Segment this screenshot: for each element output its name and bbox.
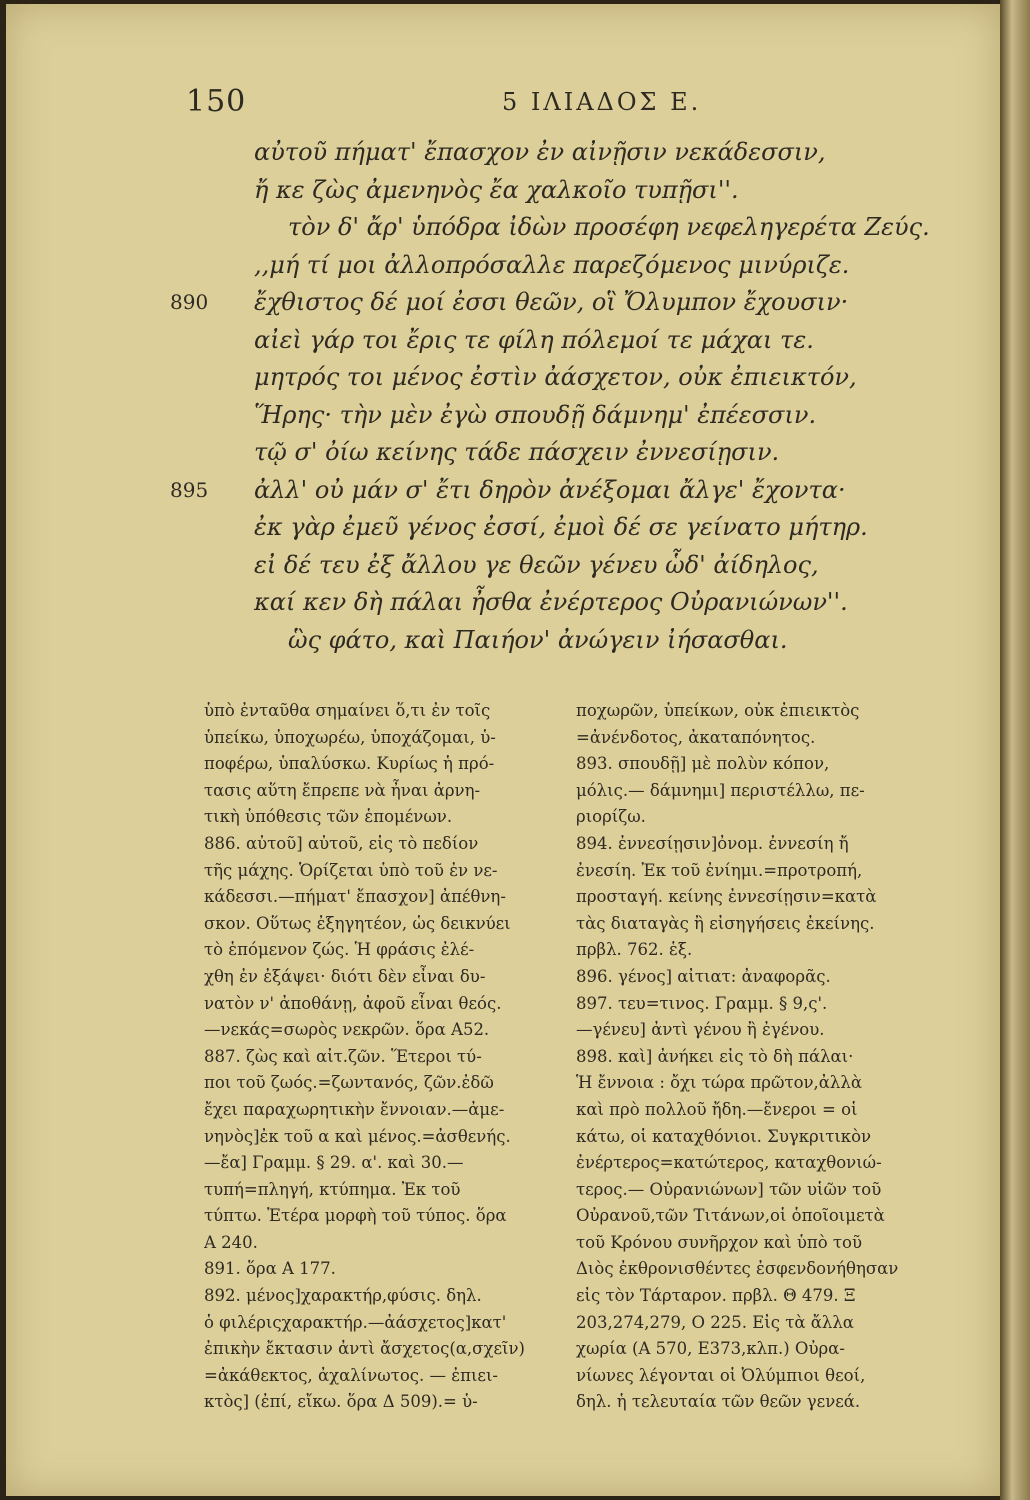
commentary-line: πρβλ. 762. ἑξ. (576, 940, 693, 960)
commentary-line: τυπή=πληγή, κτύπημα. Ἐκ τοῦ (204, 1179, 461, 1199)
verse-text: τὸν δ' ἄρ' ὑπόδρα ἰδὼν προσέφη νεφεληγερέτα Ζεύς. (288, 213, 930, 241)
commentary-line: Οὐρανοῦ,τῶν Τιτάνων,οἱ ὁποῖοιμετὰ (576, 1206, 885, 1226)
commentary-line: ἔχει παραχωρητικὴν ἔννοιαν.—ἀμε- (204, 1099, 505, 1119)
commentary-line: —ἔα] Γραμμ. § 29. α'. καὶ 30.— (204, 1153, 464, 1173)
commentary-line: κτὸς] (ἐπί, εἴκω. ὅρα Δ 509).= ὑ- (204, 1392, 478, 1412)
commentary-line: καὶ πρὸ πολλοῦ ἤδη.—ἔνεροι = οἱ (576, 1099, 858, 1119)
commentary-line: ποφέρω, ὑπαλύσκω. Κυρίως ἡ πρό- (204, 754, 495, 774)
verse-text: ἐκ γὰρ ἐμεῦ γένος ἐσσί, ἐμοὶ δέ σε γείνατο μήτηρ. (254, 513, 868, 541)
commentary-line: τὸ ἑπόμενον ζώς. Ἡ φράσις ἐλέ- (204, 940, 475, 960)
book-binding (1000, 0, 1030, 1500)
verse-text: Ἥρης· τὴν μὲν ἐγὼ σπουδῇ δάμνημ' ἐπέεσσιν. (254, 400, 817, 429)
verse-line (176, 359, 936, 397)
commentary-line: 896. γένος] αἰτιατ: ἀναφορᾶς. (576, 966, 831, 986)
page-number: 150 (186, 84, 247, 119)
commentary-line: Ἡ ἔννοια : ὄχι τώρα πρῶτον,ἀλλὰ (576, 1073, 862, 1093)
commentary-line: νίωνες λέγονται οἱ Ὀλύμπιοι θεοί, (576, 1365, 866, 1385)
commentary-line: εἰς τὸν Τάρταρον. πρβλ. Θ 479. Ξ (576, 1286, 856, 1306)
verse-block (170, 134, 936, 659)
verse-text: ἤ κε ζὼς ἀμενηνὸς ἔα χαλκοῖο τυπῇσι''. (254, 175, 739, 204)
running-title: 5 ΙΛΙΑΔΟΣ Ε. (502, 88, 702, 116)
verse-text: αὐτοῦ πήματ' ἔπασχον ἐν αἰνῇσιν νεκάδεσσιν, (254, 138, 826, 166)
line-number: 895 (170, 477, 209, 502)
commentary-line: χωρία (Α 570, Ε373,κλπ.) Οὐρα- (576, 1339, 845, 1359)
commentary-line: 898. καὶ] ἀνήκει εἰς τὸ δὴ πάλαι· (576, 1046, 854, 1066)
verse-line (176, 434, 936, 472)
commentary-line: τῆς μάχης. Ὁρίζεται ὑπὸ τοῦ ἐν νε- (204, 860, 498, 880)
commentary-line: ἐνεσίη. Ἐκ τοῦ ἐνίημι.=προτροπή, (576, 860, 863, 880)
commentary-line: 203,274,279, Ο 225. Εἰς τὰ ἄλλα (576, 1312, 854, 1332)
verse-line (176, 547, 936, 585)
commentary-line: ἐπικὴν ἔκτασιν ἀντὶ ἄσχετος(α,σχεῖν) (204, 1339, 525, 1359)
verse-text: μητρός τοι μένος ἐστὶν ἀάσχετον, οὐκ ἐπιεικτόν, (254, 363, 857, 391)
commentary-line: τοῦ Κρόνου συνῆρχον καὶ ὑπὸ τοῦ (576, 1232, 862, 1252)
commentary-line: ὁ φιλέριςχαρακτήρ.—ἀάσχετος]κατ' (204, 1312, 507, 1332)
commentary-line: νατὸν ν' ἀποθάνῃ, ἀφοῦ εἶναι θεός. (204, 993, 502, 1013)
commentary-line: =ἀνένδοτος, ἀκαταπόνητος. (576, 727, 816, 747)
verse-line (176, 509, 936, 547)
commentary-line: τύπτω. Ἑτέρα μορφὴ τοῦ τύπος. ὅρα (204, 1206, 507, 1226)
commentary-line: χθη ἐν ἐξάψει· διότι δὲν εἶναι δυ- (204, 966, 486, 986)
commentary-line: τὰς διαταγὰς ἢ εἰσηγήσεις ἐκείνης. (576, 913, 875, 933)
commentary-line: ποι τοῦ ζωός.=ζωντανός, ζῶν.ἐδῶ (204, 1073, 494, 1093)
commentary-line: τερος.— Οὐρανιώνων] τῶν υἱῶν τοῦ (576, 1179, 882, 1199)
verse-line (176, 172, 936, 210)
commentary-line: τικὴ ὑπόθεσις τῶν ἑπομένων. (204, 807, 453, 827)
commentary-line: Διὸς ἐκθρονισθέντες ἐσφενδονήθησαν (576, 1259, 899, 1279)
commentary-line: —νεκάς=σωρὸς νεκρῶν. ὅρα Α52. (204, 1020, 490, 1040)
verse-line (176, 209, 936, 247)
verse-line (176, 397, 936, 435)
line-number: 890 (170, 290, 209, 314)
verse-text: ,,μή τί μοι ἀλλοπρόσαλλε παρεζόμενος μινύριζε. (254, 250, 850, 279)
commentary-line: ὑπείκω, ὑποχωρέω, ὑποχάζομαι, ὑ- (204, 727, 496, 747)
commentary-line: ριορίζω. (576, 807, 646, 827)
verse-line (176, 584, 936, 622)
commentary-line: —γένευ] ἀντὶ γένου ἢ ἐγένου. (576, 1020, 825, 1040)
commentary-line: νηνὸς]ἐκ τοῦ α καὶ μένος.=ἀσθενής. (204, 1126, 511, 1146)
verse-line (176, 134, 936, 172)
commentary-line: προσταγή. κείνης ἐννεσίῃσιν=κατὰ (576, 887, 877, 907)
verse-line (170, 284, 936, 322)
verse-text: ἔχθιστος δέ μοί ἐσσι θεῶν, οἳ Ὄλυμπον ἔχουσιν· (254, 288, 849, 316)
verse-text: καί κεν δὴ πάλαι ἦσθα ἐνέρτερος Οὐρανιώνων''. (254, 588, 848, 616)
verse-text: τῷ σ' ὀίω κείνης τάδε πάσχειν ἐννεσίῃσιν. (254, 438, 780, 466)
commentary-line: 886. αὐτοῦ] αὐτοῦ, εἰς τὸ πεδίον (204, 833, 479, 853)
verse-text: εἰ δέ τευ ἐξ ἄλλου γε θεῶν γένευ ὧδ' ἀίδηλος, (254, 550, 819, 579)
commentary-line: δηλ. ἡ τελευταία τῶν θεῶν γενεά. (576, 1392, 861, 1412)
commentary-line: 887. ζὼς καὶ αἰτ.ζῶν. Ἕτεροι τύ- (204, 1046, 482, 1066)
commentary-line: σκον. Οὕτως ἐξηγητέον, ὡς δεικνύει (204, 913, 511, 933)
verse-line (176, 622, 936, 660)
commentary-line: ποχωρῶν, ὑπείκων, οὐκ ἐπιεικτὸς (576, 701, 860, 720)
commentary-line: τασις αὕτη ἔπρεπε νὰ ἦναι ἀρνη- (204, 780, 481, 800)
verse-line (176, 322, 936, 360)
page-header (6, 84, 1000, 124)
commentary-line: ὑπὸ ἐνταῦθα σημαίνει ὅ,τι ἐν τοῖς (204, 701, 491, 720)
commentary-line: κάτω, οἱ καταχθόνιοι. Συγκριτικὸν (576, 1126, 872, 1146)
commentary-line: 893. σπουδῇ] μὲ πολὺν κόπον, (576, 754, 830, 774)
verse-text: ἀλλ' οὐ μάν σ' ἔτι δηρὸν ἀνέξομαι ἄλγε' ἔχοντα· (254, 475, 846, 504)
commentary-line: μόλις.— δάμνημι] περιστέλλω, πε- (576, 780, 865, 800)
book-page (6, 4, 1000, 1496)
commentary-line: 897. τευ=τινος. Γραμμ. § 9,ς'. (576, 993, 828, 1013)
commentary-line: 892. μένος]χαρακτήρ,φύσις. δηλ. (204, 1286, 482, 1306)
verse-text: αἰεὶ γάρ τοι ἔρις τε φίλη πόλεμοί τε μάχαι τε. (254, 325, 814, 354)
verse-text: ὣς φάτο, καὶ Παιήον' ἀνώγειν ἰήσασθαι. (288, 625, 788, 654)
verse-line (176, 247, 936, 285)
commentary-line: 894. ἐννεσίῃσιν]ὀνομ. ἐννεσίη ἤ (576, 833, 849, 853)
verse-line (170, 472, 936, 510)
commentary-line: 891. ὅρα Α 177. (204, 1259, 336, 1279)
commentary-line: ἐνέρτερος=κατώτερος, καταχθονιώ- (576, 1153, 882, 1173)
commentary-line: κάδεσσι.—πήματ' ἔπασχον] ἀπέθνη- (204, 887, 506, 907)
commentary-line: Α 240. (204, 1232, 258, 1252)
commentary-left-column (204, 698, 556, 1416)
commentary-line: =ἀκάθεκτος, ἀχαλίνωτος. — ἐπιει- (204, 1365, 499, 1385)
commentary-right-column (576, 698, 942, 1416)
